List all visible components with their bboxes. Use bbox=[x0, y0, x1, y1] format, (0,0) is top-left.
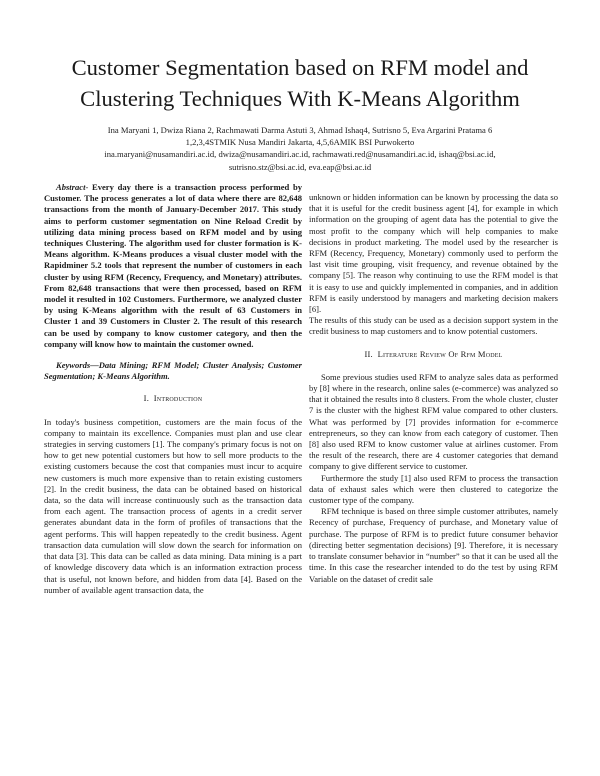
section-2-number: II. bbox=[364, 348, 373, 359]
abstract-text: Every day there is a transaction process performed by Customer. The process generates a lot of data where there are 82,648 transactions from the month of January-December 2017. This study aims to perform customer segmentation on Nine Reload Credit by utilizing data mining process based on RFM model and by using techniques Clustering. The algorithm used for cluster formation is K-Means algorithm. K-Means produces a visual cluster model with the Rapidminer 5.2 tools that represent the number of customers in each cluster by using RFM (Recency, Frequency, and Monetary) attributes. From 82,648 transactions that were then processed, based on RFM model it resulted in 102 Customers. Furthermore, we analyzed cluster by using K-Means algorithm with the result of 63 Customers in Cluster 1 and 39 Customers in Cluster 2. The result of this research can be used by company to know customer category, and then the company will know how to maintain the customer owned. bbox=[44, 182, 302, 349]
affiliation-line: 1,2,3,4STMIK Nusa Mandiri Jakarta, 4,5,6AMIK BSI Purwokerto bbox=[185, 137, 415, 148]
section-1-title: Introduction bbox=[153, 393, 203, 404]
abstract-lead: Abstract- bbox=[56, 182, 89, 192]
emails-line-2: sutrisno.stz@bsi.ac.id, eva.eap@bsi.ac.id bbox=[228, 161, 372, 172]
right-column bbox=[309, 192, 558, 585]
right-paragraph-2: The results of this study can be used as a decision support system in the credit business to map customers and to know potential customers. bbox=[309, 315, 558, 337]
intro-paragraph: In today's business competition, customers are the main focus of the company to maintain its excellence. Companies must plan and use clear strategies in serving customers [1]. The company's primary focus is not on how to get new potential customers but how to sell more products to the existing customers because the cost that companies must incur to acquire new customers is much more expensive than to retain existing customers [2]. In the credit business, the data can be obtained based on historical data, so the data will increase continuously such as the transaction data from each agent. The transaction process of agents in a credit server generates abundant data in the form of profiles of transactions that the agent performs. This will happen repeatedly to the credit business. Agent transaction data cumulation will slow down the search for information on that data [3]. This data can be called as data mining. Data mining is a part of knowledge discovery data which is an information extraction process that is useful, not known before, and hidden from data [4]. Based on the number of available agent transaction data, the bbox=[44, 416, 302, 595]
literature-paragraph-3: RFM technique is based on three simple customer attributes, namely Recency of purchase, Frequency of purchase, and Monetary value of purchase. The purpose of RFM is to predict future consumer behavior (directing better segmentation decisions) [9]. Therefore, it is necessary to translate consumer behavior in “number” so that it can be used all the time. In this case the researcher intended to do the test by using RFM Variable on the dataset of credit sale bbox=[309, 506, 558, 584]
section-2-title: Literature Review Of Rfm Model bbox=[377, 348, 503, 359]
author-block bbox=[40, 124, 560, 173]
abstract bbox=[44, 182, 302, 350]
paper-title: Customer Segmentation based on RFM model and Clustering Techniques With K-Means Algorithm bbox=[71, 55, 529, 111]
keywords: Keywords—Data Mining; RFM Model; Cluster Analysis; Customer Segmentation; K-Means Algorithm. bbox=[44, 360, 302, 382]
right-paragraph-1: unknown or hidden information can be known by processing the data so that it is useful for the credit business agent [4], for example in which information on the grouping of agent data has the potential to give the most profit to the company which will help companies to make decisions in product marketing. The model used by the researcher is RFM (Recency, Frequency, Monetary) commonly used to perform the last visit time grouping, visit frequency, and revenue obtained by the company [5]. The reason why continuing to use the RFM model is that it is easy to use and quickly implemented in companies, and in addition RFM is easily understood by managers and marketing decision makers [6]. bbox=[309, 192, 558, 315]
left-column bbox=[44, 182, 302, 596]
literature-paragraph-2: Furthermore the study [1] also used RFM to process the transaction data of exhaust sales which were then clustered to categorize the customer type of the company. bbox=[309, 472, 558, 506]
section-1-heading bbox=[44, 393, 302, 404]
literature-paragraph-1: Some previous studies used RFM to analyze sales data as performed by [8] where in the research, online sales (e-commerce) was analyzed so that it obtained the results into 8 clusters. From the whole cluster, cluster 7 is the cluster with the highest RFM value compared to other clusters. What was performed by [7] provides information for e-commerce entrepreneurs, so they can know from each category of customer. Then [8] also used RFM to know customer value at airlines customer. From the result of the research, there are 4 customer categories that demand company to give different service to customer. bbox=[309, 371, 558, 472]
section-2-heading bbox=[309, 349, 558, 360]
authors-line: Ina Maryani 1, Dwiza Riana 2, Rachmawati Darma Astuti 3, Ahmad Ishaq4, Sutrisno 5, Eva Argarini Pratama 6 bbox=[107, 125, 493, 135]
emails-line-1: ina.maryani@nusamandiri.ac.id, dwiza@nusamandiri.ac.id, rachmawati.red@nusamandiri.ac.id, ishaq@bsi.ac.id, bbox=[104, 149, 496, 160]
section-1-number: I. bbox=[143, 393, 150, 404]
